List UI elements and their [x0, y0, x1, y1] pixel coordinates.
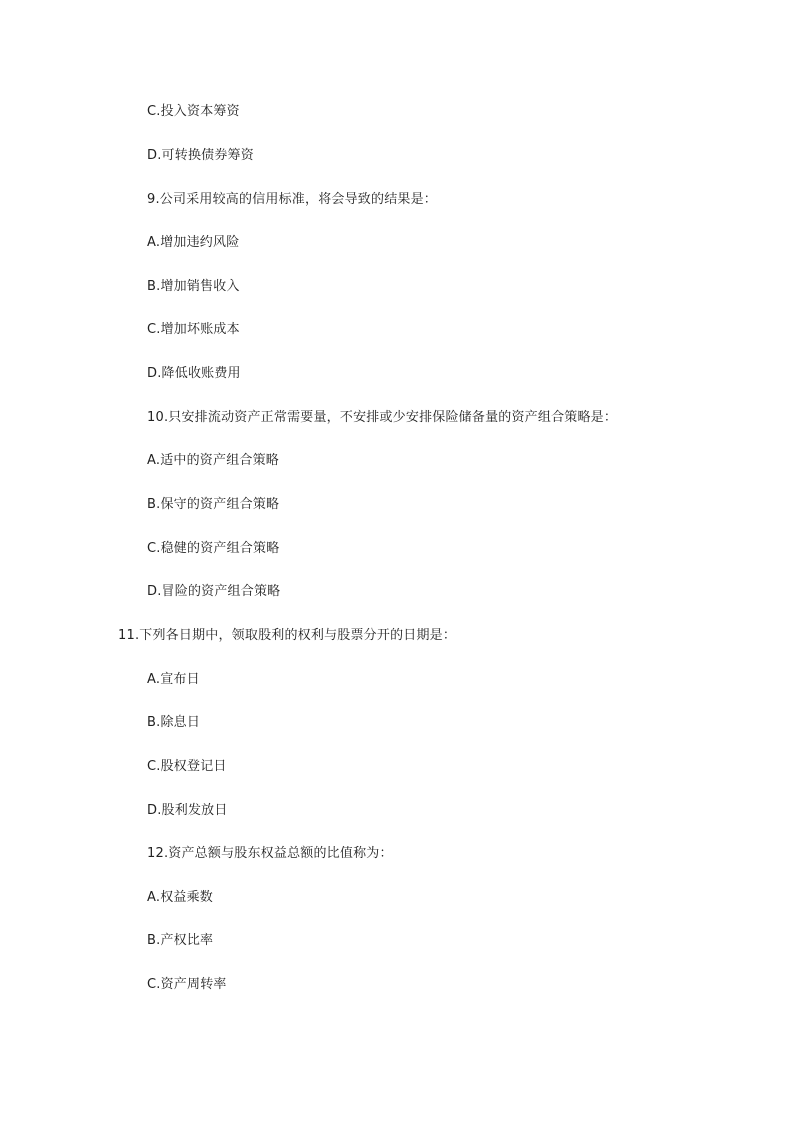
- question-9: 9.公司采用较高的信用标准，将会导致的结果是：: [147, 192, 438, 207]
- option-a-q9: A.增加违约风险: [147, 235, 240, 250]
- option-c-q11: C.股权登记日: [147, 759, 227, 774]
- option-c-q12: C.资产周转率: [147, 977, 227, 992]
- option-a-q12: A.权益乘数: [147, 890, 213, 905]
- option-a-q11: A.宣布日: [147, 672, 200, 687]
- option-d-q9: D.降低收账费用: [147, 366, 241, 381]
- option-c-q10: C.稳健的资产组合策略: [147, 541, 280, 556]
- option-c-q9: C.增加坏账成本: [147, 322, 240, 337]
- option-b-q10: B.保守的资产组合策略: [147, 497, 280, 512]
- option-d-q10: D.冒险的资产组合策略: [147, 584, 281, 599]
- question-10: 10.只安排流动资产正常需要量，不安排或少安排保险储备量的资产组合策略是：: [147, 410, 618, 425]
- option-c-q8: C.投入资本筹资: [147, 104, 240, 119]
- option-b-q9: B.增加销售收入: [147, 279, 240, 294]
- option-b-q11: B.除息日: [147, 715, 201, 730]
- option-d-q8: D.可转换债券筹资: [147, 148, 254, 163]
- question-12: 12.资产总额与股东权益总额的比值称为：: [147, 846, 393, 861]
- option-a-q10: A.适中的资产组合策略: [147, 453, 279, 468]
- option-b-q12: B.产权比率: [147, 933, 214, 948]
- question-11: 11.下列各日期中，领取股利的权利与股票分开的日期是：: [118, 628, 457, 643]
- option-d-q11: D.股利发放日: [147, 803, 228, 818]
